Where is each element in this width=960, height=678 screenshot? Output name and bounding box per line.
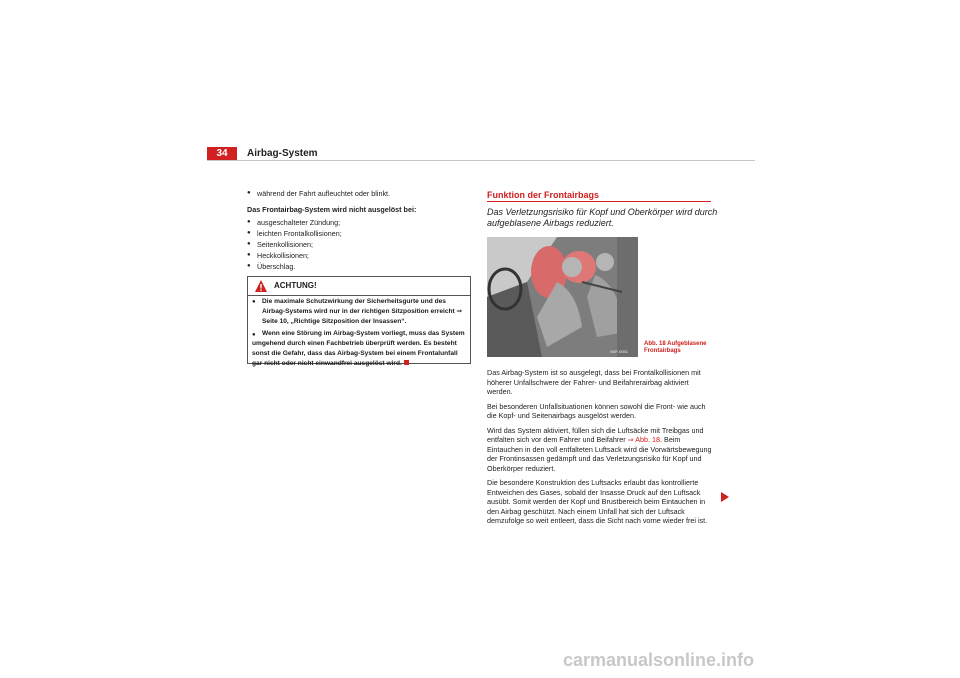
next-page-arrow-icon[interactable] [721, 492, 729, 502]
heading-rule [487, 201, 711, 202]
paragraph [487, 426, 715, 474]
figure-caption: Abb. 18 Aufgeblasene Frontairbags [644, 341, 707, 354]
section-heading: Funktion der Frontairbags [487, 190, 600, 200]
list-item: ● Überschlag. [247, 261, 469, 272]
list-item: ● während der Fahrt aufleuchtet oder blinkt. [247, 188, 469, 199]
warning-item: ● Wenn eine Störung im Airbag-System vorliegt, muss das System umgehend durch einen Fachbetrieb überprüft werden. Es besteht sonst die Gefahr, dass das Airbag-System bei einem Frontalunfall gar nicht oder nicht einwandfrei ausgelöst wird. [252, 330, 465, 367]
end-marker-icon [404, 360, 409, 365]
header-rule [207, 160, 755, 161]
list-item: ● Heckkollisionen; [247, 250, 469, 261]
warning-header [248, 277, 470, 296]
subtitle: Das Verletzungsrisiko für Kopf und Oberkörper wird durch aufgeblasene Airbags reduziert. [487, 207, 718, 228]
warning-body [252, 297, 466, 369]
warning-box [247, 276, 471, 367]
paragraph-text: . Beim Eintauchen in den voll entfalteten Luftsack wird die Vorwärtsbewegung der Frontinsassen gedämpft und das Verletzungsrisiko für Kopf und Oberkörper reduziert. [487, 435, 712, 473]
page-number: 34 [207, 147, 237, 161]
section-title: Airbag-System [247, 148, 318, 159]
left-column [247, 188, 469, 272]
warning-item: ● Die maximale Schutzwirkung der Sicherheitsgurte und des Airbag-Systems wird nur in der richtigen Sitzposition erreicht ⇒ Seite 10, „Richtige Sitzposition der Insassen“. [252, 297, 466, 327]
airbag-illustration [487, 237, 638, 357]
paragraph: Die besondere Konstruktion des Luftsacks erlaubt das kontrollierte Entweichen des Gases, sobald der Insasse Druck auf den Luftsack ausübt. Somit werden der Kopf und Brustbereich beim Eintauchen in den Airbag geschützt. Nach einem Unfall hat sich der Luftsack demzufolge so weit entleert, dass die Sicht nach vorne wieder frei ist. [487, 478, 708, 525]
list-item: ● Seitenkollisionen; [247, 239, 469, 250]
figure-reference-link[interactable]: ⇒ Abb. 18 [627, 435, 661, 444]
watermark: carmanualsonline.info [563, 650, 755, 670]
paragraph: Bei besonderen Unfallsituationen können sowohl die Front- wie auch die Kopf- und Seitenairbags ausgelöst werden. [487, 401, 706, 420]
list-item: ● leichten Frontalkollisionen; [247, 228, 469, 239]
figure-code: B5F-0051 [610, 349, 628, 354]
paragraph-text: Wird das System aktiviert, füllen sich die Luftsäcke mit Treibgas und entfalten sich vor dem Fahrer und Beifahrer [487, 425, 704, 444]
not-triggered-heading: Das Frontairbag-System wird nicht ausgelöst bei: [247, 205, 417, 214]
body-text [487, 368, 715, 531]
warning-title: ACHTUNG! [274, 281, 317, 290]
list-item: ● ausgeschalteter Zündung; [247, 217, 469, 228]
warning-triangle-icon [254, 279, 268, 293]
airbag-figure [487, 237, 638, 357]
paragraph: Das Airbag-System ist so ausgelegt, dass bei Frontalkollisionen mit höherer Unfallschwere der Fahrer- und Beifahrerairbag aktiviert werden. [487, 368, 701, 396]
